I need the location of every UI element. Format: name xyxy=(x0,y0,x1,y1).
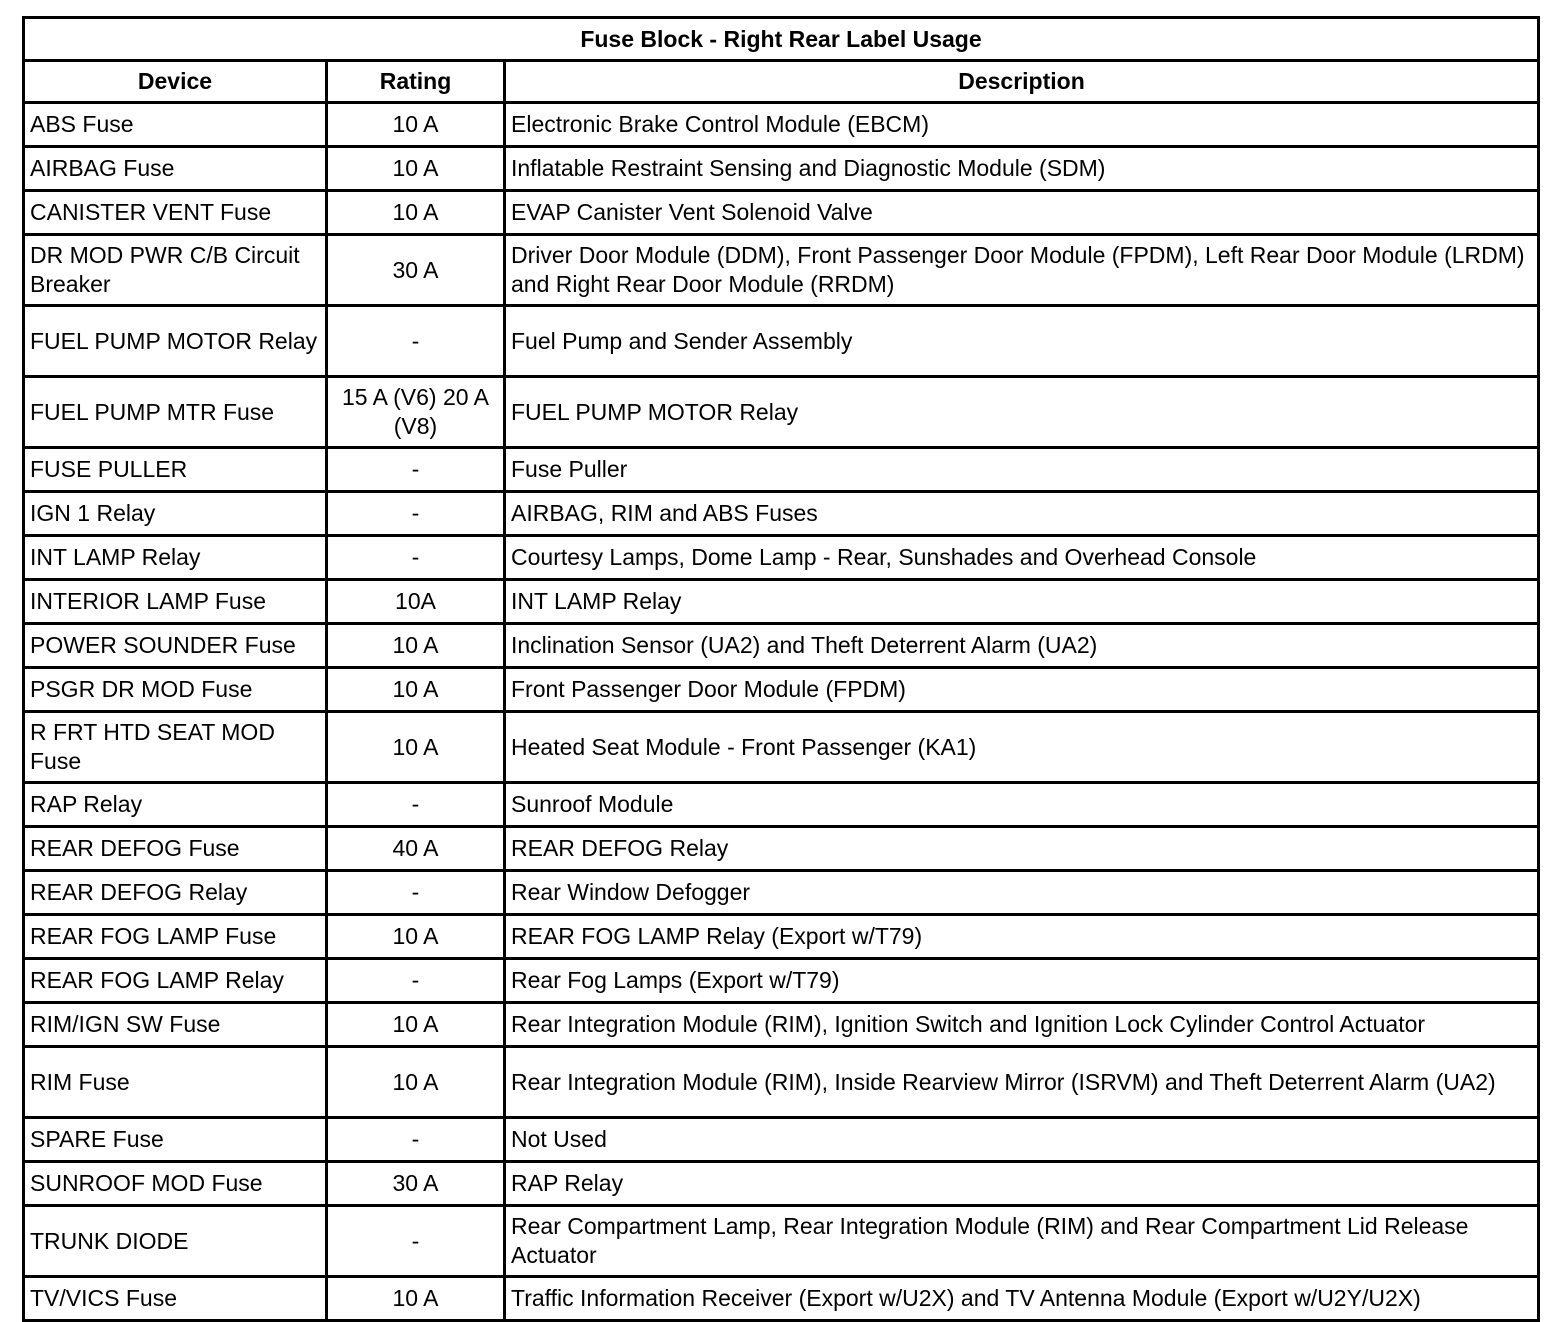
device-cell: IGN 1 Relay xyxy=(24,492,327,536)
device-cell: INT LAMP Relay xyxy=(24,536,327,580)
rating-cell: 10 A xyxy=(327,668,505,712)
table-row xyxy=(24,624,1539,668)
rating-cell: 10 A xyxy=(327,712,505,783)
device-cell: FUEL PUMP MOTOR Relay xyxy=(24,306,327,377)
table-title: Fuse Block - Right Rear Label Usage xyxy=(24,18,1539,61)
description-cell: Rear Compartment Lamp, Rear Integration Module (RIM) and Rear Compartment Lid Release Actuator xyxy=(505,1206,1539,1277)
device-cell: RIM Fuse xyxy=(24,1047,327,1118)
description-cell: Fuse Puller xyxy=(505,448,1539,492)
rating-cell: 10 A xyxy=(327,915,505,959)
table-row xyxy=(24,827,1539,871)
header-description: Description xyxy=(505,61,1539,103)
table-row xyxy=(24,871,1539,915)
rating-cell: 40 A xyxy=(327,827,505,871)
table-row xyxy=(24,448,1539,492)
table-row xyxy=(24,191,1539,235)
table-row xyxy=(24,959,1539,1003)
rating-cell: 10 A xyxy=(327,1003,505,1047)
description-cell: Rear Fog Lamps (Export w/T79) xyxy=(505,959,1539,1003)
device-cell: RIM/IGN SW Fuse xyxy=(24,1003,327,1047)
description-cell: Not Used xyxy=(505,1118,1539,1162)
table-row xyxy=(24,306,1539,377)
description-cell: Courtesy Lamps, Dome Lamp - Rear, Sunshades and Overhead Console xyxy=(505,536,1539,580)
table-row xyxy=(24,492,1539,536)
fuse-usage-table xyxy=(22,16,1540,1322)
device-cell: REAR FOG LAMP Fuse xyxy=(24,915,327,959)
rating-cell: 10A xyxy=(327,580,505,624)
device-cell: TV/VICS Fuse xyxy=(24,1277,327,1321)
device-cell: ABS Fuse xyxy=(24,103,327,147)
device-cell: POWER SOUNDER Fuse xyxy=(24,624,327,668)
description-cell: Heated Seat Module - Front Passenger (KA1) xyxy=(505,712,1539,783)
table-row xyxy=(24,1118,1539,1162)
device-cell: SPARE Fuse xyxy=(24,1118,327,1162)
rating-cell: 10 A xyxy=(327,1277,505,1321)
description-cell: Inclination Sensor (UA2) and Theft Deterrent Alarm (UA2) xyxy=(505,624,1539,668)
header-device: Device xyxy=(24,61,327,103)
rating-cell: 10 A xyxy=(327,1047,505,1118)
device-cell: FUEL PUMP MTR Fuse xyxy=(24,377,327,448)
rating-cell: - xyxy=(327,783,505,827)
device-cell: PSGR DR MOD Fuse xyxy=(24,668,327,712)
table-row xyxy=(24,1162,1539,1206)
title-row xyxy=(24,18,1539,61)
description-cell: AIRBAG, RIM and ABS Fuses xyxy=(505,492,1539,536)
rating-cell: - xyxy=(327,492,505,536)
rating-cell: 30 A xyxy=(327,235,505,306)
table-row xyxy=(24,147,1539,191)
rating-cell: 10 A xyxy=(327,147,505,191)
description-cell: REAR DEFOG Relay xyxy=(505,827,1539,871)
table-row xyxy=(24,103,1539,147)
rating-cell: - xyxy=(327,448,505,492)
description-cell: REAR FOG LAMP Relay (Export w/T79) xyxy=(505,915,1539,959)
device-cell: SUNROOF MOD Fuse xyxy=(24,1162,327,1206)
rating-cell: 10 A xyxy=(327,191,505,235)
rating-cell: - xyxy=(327,1206,505,1277)
description-cell: Sunroof Module xyxy=(505,783,1539,827)
rating-cell: 10 A xyxy=(327,103,505,147)
description-cell: RAP Relay xyxy=(505,1162,1539,1206)
table-row xyxy=(24,1047,1539,1118)
device-cell: AIRBAG Fuse xyxy=(24,147,327,191)
description-cell: INT LAMP Relay xyxy=(505,580,1539,624)
description-cell: Traffic Information Receiver (Export w/U2X) and TV Antenna Module (Export w/U2Y/U2X) xyxy=(505,1277,1539,1321)
table-row xyxy=(24,1003,1539,1047)
device-cell: RAP Relay xyxy=(24,783,327,827)
rating-cell: - xyxy=(327,306,505,377)
description-cell: Electronic Brake Control Module (EBCM) xyxy=(505,103,1539,147)
device-cell: REAR DEFOG Fuse xyxy=(24,827,327,871)
description-cell: Fuel Pump and Sender Assembly xyxy=(505,306,1539,377)
table-row xyxy=(24,668,1539,712)
table-row xyxy=(24,580,1539,624)
rating-cell: 15 A (V6) 20 A (V8) xyxy=(327,377,505,448)
table-row xyxy=(24,1277,1539,1321)
description-cell: Inflatable Restraint Sensing and Diagnostic Module (SDM) xyxy=(505,147,1539,191)
table-row xyxy=(24,783,1539,827)
table-row xyxy=(24,712,1539,783)
device-cell: TRUNK DIODE xyxy=(24,1206,327,1277)
rating-cell: - xyxy=(327,871,505,915)
rating-cell: - xyxy=(327,959,505,1003)
description-cell: FUEL PUMP MOTOR Relay xyxy=(505,377,1539,448)
description-cell: Front Passenger Door Module (FPDM) xyxy=(505,668,1539,712)
description-cell: Rear Integration Module (RIM), Inside Rearview Mirror (ISRVM) and Theft Deterrent Alarm (UA2) xyxy=(505,1047,1539,1118)
description-cell: Rear Integration Module (RIM), Ignition Switch and Ignition Lock Cylinder Control Actuator xyxy=(505,1003,1539,1047)
table-row xyxy=(24,1206,1539,1277)
header-row xyxy=(24,61,1539,103)
table-row xyxy=(24,377,1539,448)
device-cell: R FRT HTD SEAT MOD Fuse xyxy=(24,712,327,783)
device-cell: REAR FOG LAMP Relay xyxy=(24,959,327,1003)
rating-cell: 30 A xyxy=(327,1162,505,1206)
device-cell: CANISTER VENT Fuse xyxy=(24,191,327,235)
table-row xyxy=(24,235,1539,306)
device-cell: INTERIOR LAMP Fuse xyxy=(24,580,327,624)
rating-cell: - xyxy=(327,1118,505,1162)
header-rating: Rating xyxy=(327,61,505,103)
table-row xyxy=(24,915,1539,959)
description-cell: EVAP Canister Vent Solenoid Valve xyxy=(505,191,1539,235)
description-cell: Driver Door Module (DDM), Front Passenger Door Module (FPDM), Left Rear Door Module (LRDM) and Right Rear Door Module (RRDM) xyxy=(505,235,1539,306)
device-cell: FUSE PULLER xyxy=(24,448,327,492)
rating-cell: - xyxy=(327,536,505,580)
device-cell: DR MOD PWR C/B Circuit Breaker xyxy=(24,235,327,306)
rating-cell: 10 A xyxy=(327,624,505,668)
description-cell: Rear Window Defogger xyxy=(505,871,1539,915)
device-cell: REAR DEFOG Relay xyxy=(24,871,327,915)
table-row xyxy=(24,536,1539,580)
